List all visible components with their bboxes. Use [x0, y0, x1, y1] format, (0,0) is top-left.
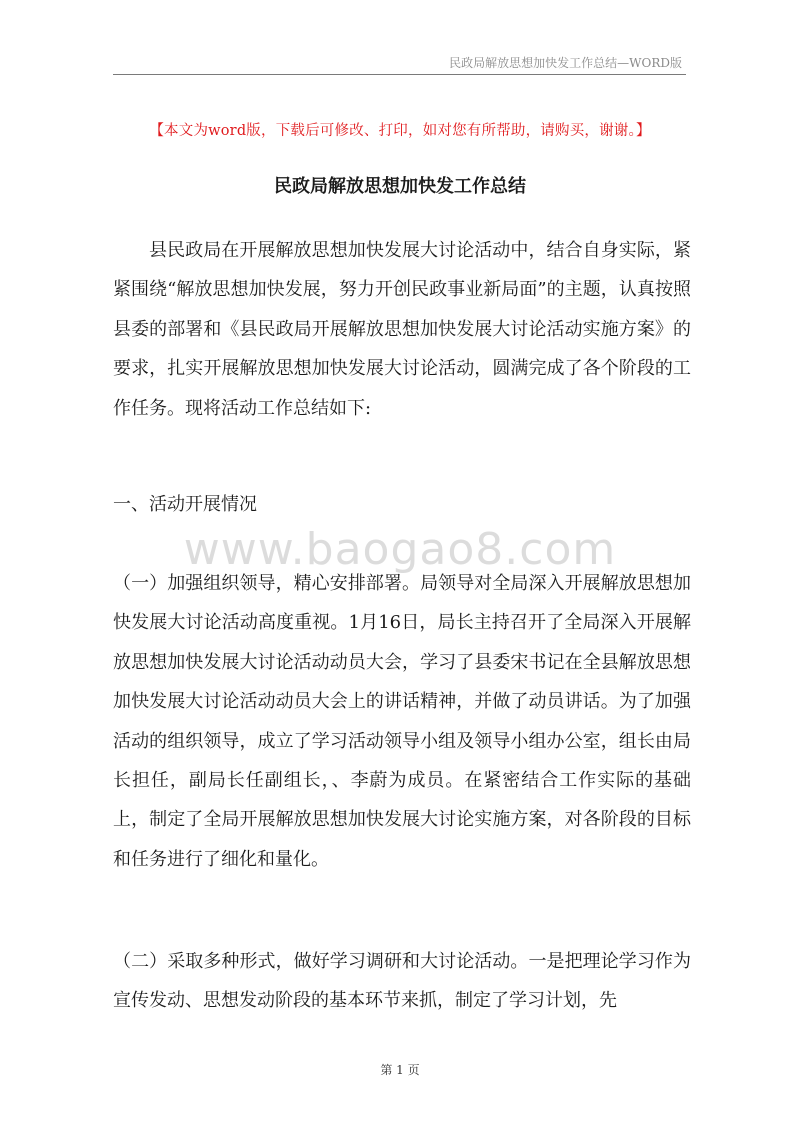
purchase-notice: 【本文为word版，下载后可修改、打印，如对您有所帮助，请购买，谢谢。】: [149, 123, 651, 139]
watermark: www.baogao8.com: [183, 524, 617, 575]
body-paragraph-1: （一）加强组织领导，精心安排部署。局领导对全局深入开展解放思想加快发展大讨论活动高度重视。1月16日，局长主持召开了全局深入开展解放思想加快发展大讨论活动动员大会，学习了县委宋书记在全县解放思想加快发展大讨论活动动员大会上的讲话精神，并做了动员讲话。为了加强活动的组织领导，成立了学习活动领导小组及领导小组办公室，组长由局长担任，副局长任副组长，、李蔚为成员。在紧密结合工作实际的基础上，制定了全局开展解放思想加快发展大讨论实施方案，对各阶段的目标和任务进行了细化和量化。: [113, 573, 691, 870]
header-divider: [113, 74, 686, 75]
body-paragraph-2: （二）采取多种形式，做好学习调研和大讨论活动。一是把理论学习作为宣传发动、思想发动阶段的基本环节来抓，制定了学习计划，先: [113, 951, 691, 1012]
running-header: 民政局解放思想加快发工作总结—WORD版: [449, 56, 682, 70]
page-number: 第 1 页: [380, 1063, 420, 1077]
section-heading: 一、活动开展情况: [113, 494, 257, 515]
document-title: 民政局解放思想加快发工作总结: [274, 176, 526, 197]
intro-paragraph: 县民政局在开展解放思想加快发展大讨论活动中，结合自身实际，紧紧围绕“解放思想加快发展，努力开创民政事业新局面”的主题，认真按照县委的部署和《县民政局开展解放思想加快发展大讨论活动实施方案》的要求，扎实开展解放思想加快发展大讨论活动，圆满完成了各个阶段的工作任务。现将活动工作总结如下:: [113, 240, 691, 419]
